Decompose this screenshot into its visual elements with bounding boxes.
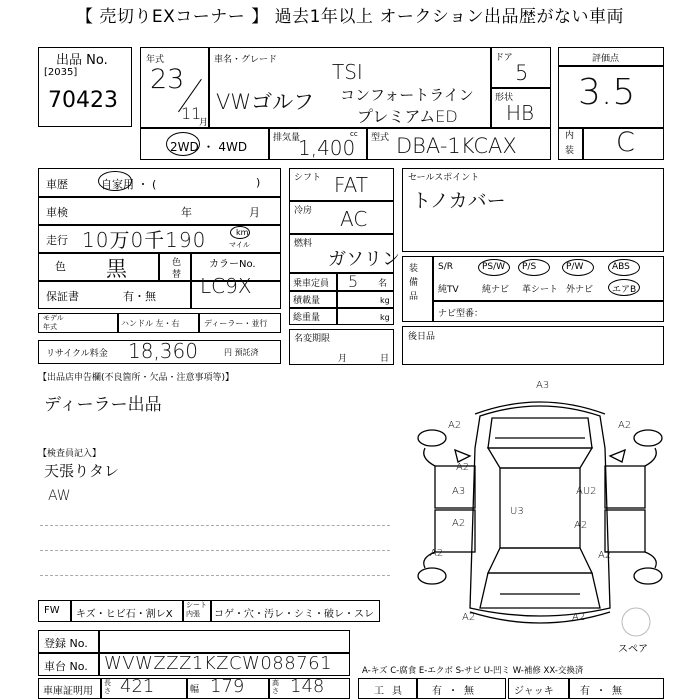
sales-value: トノカバー [412, 190, 506, 212]
lot-number: 70423 [48, 88, 118, 113]
registration-label: 登録 No. [44, 637, 88, 650]
divider [268, 678, 270, 699]
history-close: ) [256, 176, 261, 189]
ac-label: 冷房 [294, 206, 313, 216]
navi-label: ナビ型番： [438, 309, 484, 319]
ruled-line [40, 550, 390, 551]
recycle-label: リサイクル料金 [46, 349, 108, 359]
cert-w: 幅 [190, 685, 200, 695]
damage-mark: A3 [452, 486, 466, 497]
declaration-label: 【出品店申告欄(不良箇所・欠品・注意事項等)】 [38, 373, 235, 383]
divider [568, 678, 570, 699]
inspector-line2: AW [48, 488, 71, 504]
color-value: 黒 [106, 257, 127, 281]
divider [38, 196, 281, 198]
equipment-circle [608, 259, 640, 276]
chassis-value: WVWZZZ1KZCW088761 [104, 653, 333, 674]
displacement-label: 排気量 [273, 133, 301, 143]
lot-code: [2035] [44, 67, 78, 78]
jack-value: 有・無 [580, 686, 628, 697]
damage-mark: A2 [572, 612, 586, 623]
doors-value: 5 [515, 61, 529, 85]
lot-label: 出品 No. [56, 53, 108, 68]
equipment-label: 装備品 [409, 264, 419, 302]
divider [268, 127, 270, 160]
equipment-item: エアB [612, 285, 637, 295]
recycle-unit: 円 預託済 [224, 348, 259, 357]
mileage-value: 10万0千190 [82, 228, 207, 252]
inspector-line1: 天張りタレ [44, 462, 120, 480]
cert-l: 長さ [104, 679, 111, 695]
divider [158, 252, 160, 280]
load-unit: kg [380, 296, 390, 305]
color-label: 色 [55, 260, 66, 273]
equipment-item: ABS [612, 262, 630, 272]
interior-label-b: 装 [565, 146, 575, 156]
cert-h: 高さ [272, 679, 279, 695]
model-line3: プレミアムED [357, 107, 458, 126]
gross-label: 総重量 [293, 313, 321, 323]
model-maker: VWゴルフ [216, 90, 315, 114]
inspection-year: 年 [181, 206, 192, 219]
divider [289, 290, 394, 292]
history-label: 車歴 [46, 178, 68, 191]
equipment-item: S/R [438, 262, 453, 272]
capacity-unit: 名 [378, 279, 388, 289]
shift-value: FAT [334, 173, 369, 197]
tools-value: 有・無 [432, 686, 480, 697]
legend: A-キズ C-腐食 E-エクボ S-サビ U-凹ミ W-補修 XX-交換済 [362, 666, 584, 676]
car-diagram [400, 378, 690, 638]
displacement-value: 1,400 [298, 136, 356, 160]
warranty-label: 保証書 [46, 290, 79, 303]
model-year-label-a: モデル [43, 314, 64, 322]
damage-mark: A2 [452, 518, 466, 529]
divider [70, 600, 72, 622]
inspection-label: 車検 [46, 206, 68, 219]
color-change-a: 色 [172, 258, 182, 268]
year-label: 年式 [146, 55, 165, 65]
color-change-b: 替 [172, 270, 182, 280]
post-date-box [402, 326, 664, 365]
damage-text: キズ・ヒビ石・割レX [76, 609, 173, 620]
chassis-label: 車台 No. [44, 660, 88, 673]
equipment-item: PS/W [482, 262, 506, 272]
divider [289, 233, 394, 235]
dealer: ディーラー・並行 [204, 319, 268, 328]
divider [186, 678, 188, 699]
cert-wv: 179 [210, 676, 245, 697]
damage-mark: A2 [430, 548, 444, 559]
cert-lv: 421 [120, 676, 155, 697]
divider [289, 307, 394, 309]
name-change-month: 月 [338, 354, 348, 364]
ac-value: AC [340, 207, 368, 231]
shift-label: シフト [294, 173, 322, 183]
post-date-label: 後日品 [408, 332, 436, 342]
damage-mark: A2 [618, 420, 632, 431]
drive-text: 2WD ・ 4WD [170, 140, 248, 154]
divider [336, 273, 338, 325]
damage-mark: A2 [462, 612, 476, 623]
year-month: 11 [181, 104, 202, 123]
equipment-circle [518, 259, 550, 276]
model-line1: TSI [332, 60, 363, 84]
equipment-item: P/W [566, 262, 584, 272]
shape-value: HB [506, 101, 535, 125]
mileage-label: 走行 [46, 234, 68, 247]
cert-label: 車庫証明用 [43, 686, 93, 697]
load-label: 積載量 [293, 296, 321, 306]
history-value: 自家用 ・ ( [101, 178, 157, 191]
divider [432, 256, 434, 322]
recycle-value: 18,360 [128, 339, 198, 363]
divider [289, 200, 394, 202]
damage-mark: A2 [598, 550, 612, 561]
damage-mark: A2 [456, 462, 470, 473]
ruled-line [40, 575, 390, 576]
name-change-day: 日 [380, 354, 390, 364]
score-label: 評価点 [592, 54, 620, 64]
declaration-text: ディーラー出品 [44, 395, 162, 415]
sales-label: セールスポイント [408, 173, 480, 183]
year-month-unit: 月 [199, 118, 209, 128]
divider [432, 300, 664, 302]
spare-label: スペア [618, 644, 648, 655]
equipment-item: 純TV [438, 285, 459, 295]
damage-mark: AU2 [576, 486, 597, 497]
capacity-value: 5 [348, 272, 359, 291]
fuel-label: 燃料 [294, 239, 313, 249]
equipment-item: P/S [522, 262, 537, 272]
ruled-line [40, 525, 390, 526]
damage-mark: A3 [536, 380, 550, 391]
color-code: LC9X [200, 274, 252, 298]
color-code-label: カラーNo. [209, 259, 256, 270]
cert-hv: 148 [290, 676, 325, 697]
warranty-value: 有・無 [123, 290, 156, 303]
divider [182, 600, 184, 622]
damage-fw: FW [44, 605, 60, 616]
damage-seat: シート 内張 [186, 601, 207, 618]
divider [198, 313, 200, 333]
drive-circle [166, 132, 200, 156]
interior-label-a: 内 [565, 131, 575, 141]
equipment-item: 外ナビ [566, 285, 594, 295]
damage-mark: A2 [574, 520, 588, 531]
doors-label: ドア [495, 53, 513, 63]
handle: ハンドル 左・右 [121, 319, 180, 328]
equipment-circle [478, 259, 510, 276]
mileage-circle [230, 226, 250, 239]
jack-label: ジャッキ [514, 686, 554, 697]
banner: 【 売切りEXコーナー 】 過去1年以上 オークション出品歴がない車両 [76, 7, 624, 27]
divider [490, 87, 551, 89]
shape-label: 形状 [495, 93, 514, 103]
equipment-circle [562, 259, 594, 276]
divider [416, 678, 418, 699]
name-change-label: 名変期限 [294, 334, 331, 344]
mileage-unit-mile: マイル [229, 241, 250, 249]
damage-text2: コゲ・穴・汚レ・シミ・破レ・スレ [214, 609, 374, 620]
divider [558, 65, 664, 67]
inspection-month: 月 [249, 206, 260, 219]
score-value: 3.5 [578, 72, 636, 113]
year-value: 23 [150, 64, 185, 95]
divider [210, 600, 212, 622]
tools-label: 工具 [374, 686, 410, 697]
inspector-label: 【検査員記入】 [38, 449, 102, 459]
divider [582, 127, 584, 160]
damage-mark: A2 [448, 420, 462, 431]
divider [366, 127, 368, 160]
divider [100, 678, 102, 699]
divider [208, 47, 210, 128]
fuel-value: ガソリン [328, 249, 400, 270]
history-circle [98, 171, 132, 191]
equipment-circle [608, 279, 640, 296]
equipment-item: 純ナビ [482, 285, 510, 295]
model-line2: コンフォートライン [340, 86, 474, 104]
equipment-item: 革シート [522, 285, 559, 295]
displacement-unit: cc [350, 130, 358, 138]
damage-mark: U3 [510, 506, 524, 517]
interior-value: C [616, 127, 635, 158]
model-year-label-b: 年式 [43, 323, 57, 331]
model-label: 車名・グレード [214, 55, 278, 65]
type-value: DBA-1KCAX [396, 134, 517, 158]
divider [117, 313, 119, 333]
type-label: 型式 [371, 133, 390, 143]
capacity-label: 乗車定員 [293, 279, 330, 289]
divider [190, 252, 192, 309]
gross-unit: kg [380, 313, 390, 322]
mileage-unit-km: km [236, 228, 249, 237]
